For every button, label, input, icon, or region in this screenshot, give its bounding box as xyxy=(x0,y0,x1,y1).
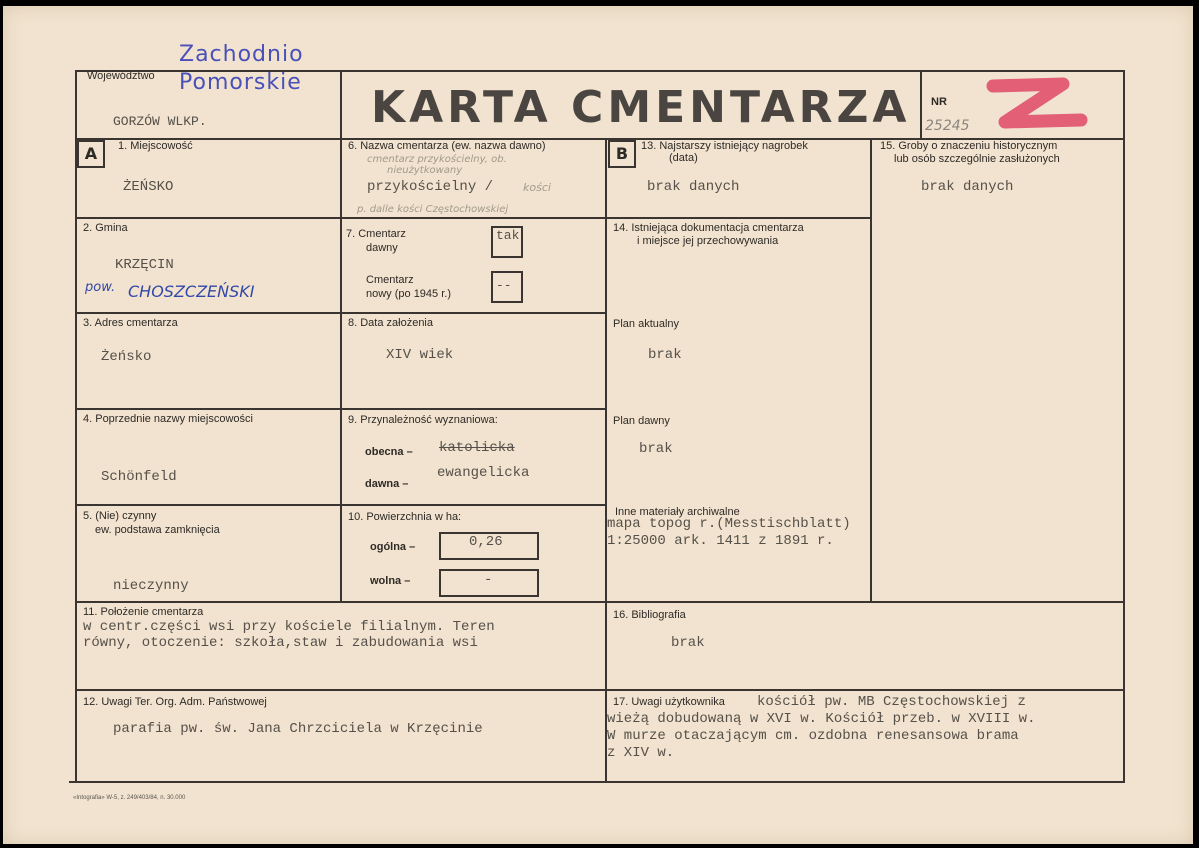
row-line-2 xyxy=(75,312,607,314)
field-13-value: brak danych xyxy=(647,179,740,195)
field-4-value: Schönfeld xyxy=(101,469,177,485)
row-line-3 xyxy=(75,408,607,410)
field-7-nowy-value: -- xyxy=(496,278,512,293)
field-12-value: parafia pw. św. Jana Chrzciciela w Krzęcinie xyxy=(113,721,483,737)
border-right xyxy=(1123,70,1125,783)
page-title: KARTA CMENTARZA xyxy=(371,82,911,133)
field-14-label-1: 14. Istniejąca dokumentacja cmentarza xyxy=(613,222,804,234)
wojewodztwo-label: Województwo xyxy=(87,70,155,82)
field-16-label: 16. Bibliografia xyxy=(613,609,686,621)
field-13-label-2: (data) xyxy=(669,152,698,164)
field-9-obecna-value: katolicka xyxy=(439,440,515,456)
field-6-label: 6. Nazwa cmentarza (ew. nazwa dawno) xyxy=(348,140,546,152)
field-2-label: 2. Gmina xyxy=(83,222,128,234)
plan-aktualny-value: brak xyxy=(648,347,682,363)
field-8-value: XIV wiek xyxy=(386,347,454,363)
field-6-faint-4: p. dalle kości Częstochowskiej xyxy=(357,204,509,215)
section-a-box: A xyxy=(77,140,105,168)
field-15-value: brak danych xyxy=(921,179,1014,195)
field-10-label: 10. Powierzchnia w ha: xyxy=(348,511,462,523)
plan-aktualny-label: Plan aktualny xyxy=(613,318,680,330)
nr-value: 25245 xyxy=(925,118,970,134)
field-17-value-2: wieżą dobudowaną w XVI w. Kościół przeb. w XVIII w. xyxy=(607,711,1036,727)
field-17-label: 17. Uwagi użytkownika xyxy=(613,696,725,708)
field-11-value-1: w centr.części wsi przy kościele filialnym. Teren xyxy=(83,619,495,635)
field-3-value: Żeńsko xyxy=(101,349,152,365)
cemetery-card xyxy=(3,6,1193,844)
field-11-value-2: równy, otoczenie: szkoła,staw i zabudowania wsi xyxy=(83,635,478,651)
field-15-label-2: lub osób szczególnie zasłużonych xyxy=(894,153,1060,165)
field-6-faint-2: nieużytkowany xyxy=(387,165,463,176)
stamp-line-1: Zachodnio xyxy=(179,42,304,67)
field-17-value-1: kościół pw. MB Częstochowskiej z xyxy=(757,694,1026,710)
field-10-ogolna-label: ogólna – xyxy=(370,541,416,553)
row-line-5 xyxy=(75,601,1125,603)
field-4-label: 4. Poprzednie nazwy miejscowości xyxy=(83,413,253,425)
plan-dawny-label: Plan dawny xyxy=(613,415,670,427)
stamp-line-2: Pomorskie xyxy=(179,70,302,95)
header-divider-1 xyxy=(340,70,342,140)
field-6-value: przykościelny / xyxy=(367,179,502,195)
field-8-label: 8. Data założenia xyxy=(348,317,433,329)
row-line-4 xyxy=(75,504,607,506)
field-3-label: 3. Adres cmentarza xyxy=(83,317,178,329)
field-1-value: ŻEŃSKO xyxy=(123,179,174,195)
field-7-nowy-label-1: Cmentarz xyxy=(366,274,414,286)
inne-materialy-value-1: mapa topog r.(Messtischblatt) xyxy=(607,516,851,532)
field-7-dawny-value: tak xyxy=(496,228,520,243)
inne-materialy-value-2: 1:25000 ark. 1411 z 1891 r. xyxy=(607,533,834,549)
field-9-dawna-value: ewangelicka xyxy=(437,465,530,481)
field-9-obecna-label: obecna – xyxy=(365,446,413,458)
field-7-nowy-label-2: nowy (po 1945 r.) xyxy=(366,288,451,300)
field-12-label: 12. Uwagi Ter. Org. Adm. Państwowej xyxy=(83,696,267,708)
field-10-wolna-value: - xyxy=(484,572,493,588)
nr-label: NR xyxy=(931,96,947,108)
field-6-faint-1: cmentarz przykościelny, ob. xyxy=(367,154,507,165)
field-17-value-3: W murze otaczającym cm. ozdobna renesansowa brama xyxy=(607,728,1019,744)
row-line-1 xyxy=(75,217,607,219)
field-15-label-1: 15. Groby o znaczeniu historycznym xyxy=(880,140,1058,152)
field-10-wolna-label: wolna – xyxy=(370,575,411,587)
field-9-dawna-label: dawna – xyxy=(365,478,409,490)
section-b-box: B xyxy=(608,140,636,168)
border-bottom xyxy=(69,781,1125,783)
footer-imprint: «Intografia» W-5, z. 249/403/84, n. 30.000 xyxy=(73,795,186,801)
field-2-hand-prefix: pow. xyxy=(85,280,116,295)
field-13-label-1: 13. Najstarszy istniejący nagrobek xyxy=(641,140,808,152)
header-divider-2 xyxy=(920,70,922,140)
field-1-label: 1. Miejscowość xyxy=(118,140,193,152)
field-2-value: KRZĘCIN xyxy=(115,257,174,273)
field-5-label-2: ew. podstawa zamknięcia xyxy=(95,524,220,536)
field-17-value-4: z XIV w. xyxy=(607,745,675,761)
red-mark-icon xyxy=(983,76,1088,136)
field-9-label: 9. Przynależność wyznaniowa: xyxy=(348,414,498,426)
field-5-label-1: 5. (Nie) czynny xyxy=(83,510,157,522)
col-divider-2 xyxy=(605,138,607,781)
row-line-6 xyxy=(75,689,1125,691)
field-14-label-2: i miejsce jej przechowywania xyxy=(637,235,779,247)
field-2-hand-value: CHOSZCZEŃSKI xyxy=(128,282,255,301)
field-6-faint-3: kości xyxy=(523,181,551,194)
field-7-label: 7. Cmentarz xyxy=(346,228,406,240)
border-left xyxy=(75,70,77,783)
field-7-dawny-label: dawny xyxy=(366,242,398,254)
col-divider-1 xyxy=(340,138,342,603)
field-16-value: brak xyxy=(671,635,705,651)
col-divider-3 xyxy=(870,138,872,603)
row-line-13-14 xyxy=(605,217,872,219)
field-11-label: 11. Położenie cmentarza xyxy=(83,606,204,618)
plan-dawny-value: brak xyxy=(639,441,673,457)
field-5-value: nieczynny xyxy=(113,578,189,594)
inne-materialy-label: Inne materiały archiwalne xyxy=(615,506,740,518)
field-10-ogolna-value: 0,26 xyxy=(469,534,503,550)
wojewodztwo-value: GORZÓW WLKP. xyxy=(113,114,207,129)
